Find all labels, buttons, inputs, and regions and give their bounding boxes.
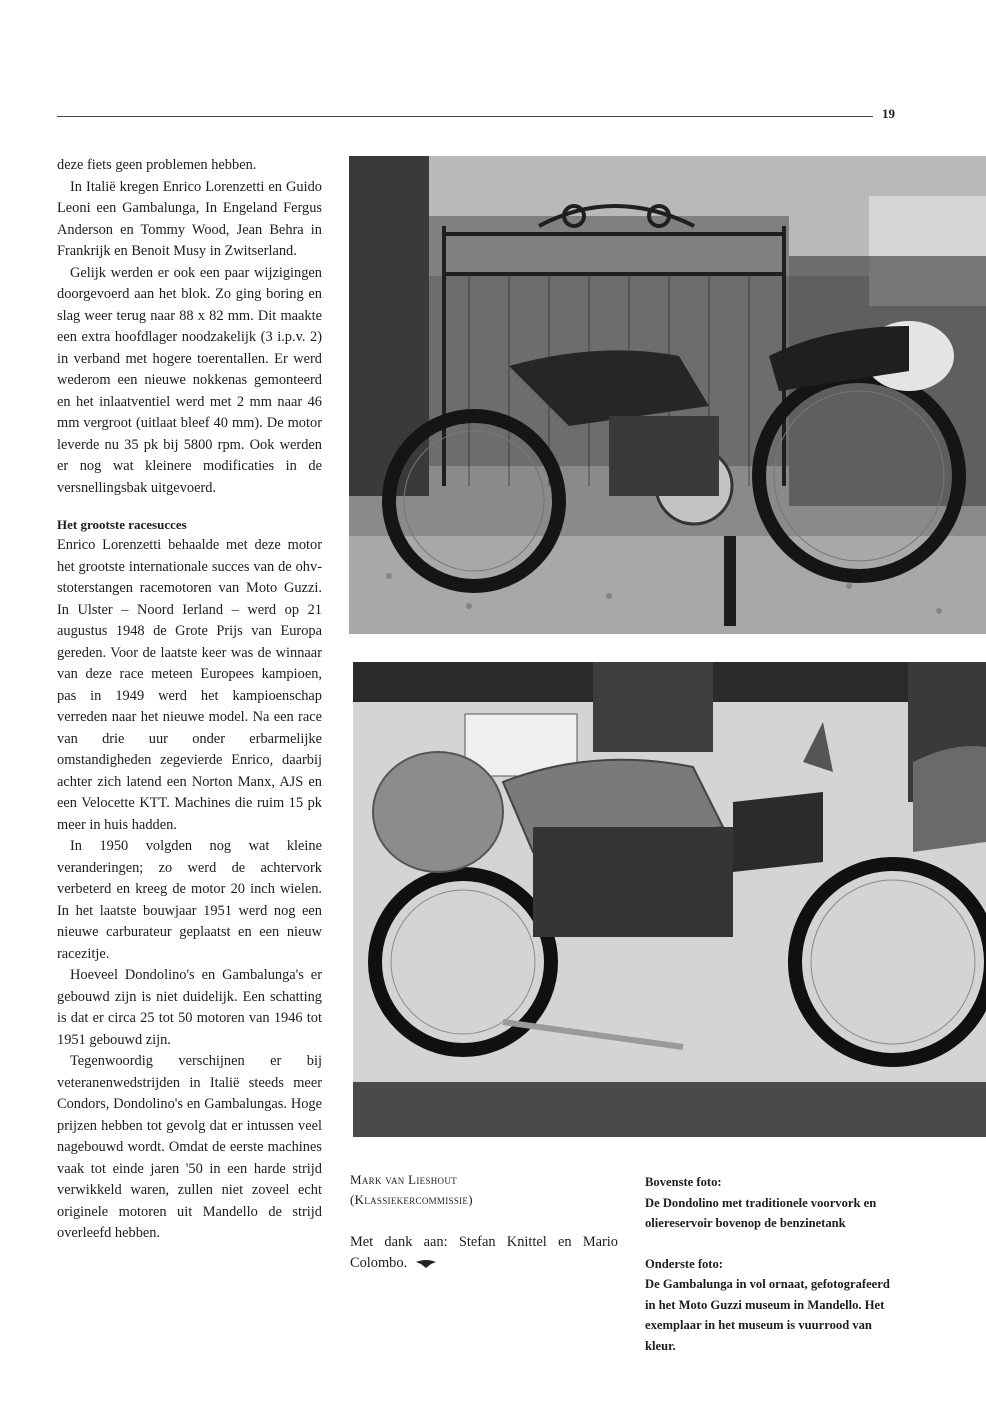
- caption-spacer: [645, 1234, 900, 1254]
- photo-gambalunga-image: [353, 662, 986, 1137]
- paragraph: Gelijk werden er ook een paar wijzigingen doorgevoerd aan het blok. Zo ging boring en slag weer terug naar 88 x 82 mm. Dit maakte een extra hoofdlager noodzakelijk (3 i.p.v. 2) in verband met hogere toerentallen. Er werd wederom een nieuwe nokkenas gemonteerd en het inlaatventiel werd met 2 mm naar 46 mm vergroot (uitlaat bleef 40 mm). De motor leverde nu 35 pk bij 5800 rpm. Ook werden er nog wat kleinere modificaties in de versnellingsbak uitgevoerd.: [57, 264, 322, 496]
- acknowledgement-text: Met dank aan: Stefan Knittel en Mario Colombo.: [350, 1234, 618, 1271]
- paragraph: Hoeveel Dondolino's en Gambalunga's er gebouwd zijn is niet duidelijk. Een schatting is dat er circa 25 tot 50 motoren van 1946 tot 1951 gebouwd zijn.: [57, 967, 322, 1048]
- paragraph: Tegenwoordig verschijnen er bij veteranenwedstrijden in Italië steeds meer Condors, Dondolino's en Gambalungas. Hoge prijzen hebben tot gevolg dat er intussen veel nagebouwd wordt. Omdat de eerste machines vaak tot einde jaren '50 in een harde strijd verwikkeld waren, zullen niet zoveel echt originele motoren uit Mandello de strijd overleefd hebben.: [57, 1053, 322, 1241]
- section-heading: Het grootste racesucces: [57, 517, 187, 532]
- acknowledgement: [350, 1232, 618, 1274]
- paragraph: Enrico Lorenzetti behaalde met deze motor het grootste internationale succes van de ohv-stoterstangen racemotoren van Moto Guzzi. In Ulster – Noord Ierland – werd op 21 augustus 1948 de Grote Prijs van Europa gereden. Voor de laatste keer was de winnaar van deze race meteen Europees kampioen, pas in 1949 werd het kampioenschap verreden naar het nieuwe model. Na een race van drie uur onder erbarmelijke omstandigheden zegevierde Enrico, daarbij achter zich latend een Norton Manx, AJS en een Velocette KTT. Machines die ruim 15 pk meer in huis hadden.: [57, 537, 322, 833]
- photo-captions: [645, 1172, 900, 1356]
- photo-gambalunga: [353, 662, 986, 1137]
- author-organisation: (Klassiekercommissie): [350, 1192, 473, 1207]
- caption-top-title: Bovenste foto:: [645, 1175, 722, 1189]
- page-number: 19: [882, 106, 895, 121]
- photo-dondolino: [349, 156, 986, 634]
- caption-top-text: De Dondolino met traditionele voorvork en oliereservoir bovenop de benzinetank: [645, 1195, 877, 1230]
- author-credit: [350, 1170, 620, 1210]
- header-rule: [57, 116, 873, 117]
- moto-guzzi-eagle-icon: [415, 1259, 437, 1269]
- author-name: Mark van Lieshout: [350, 1172, 457, 1187]
- paragraph: In 1950 volgden nog wat kleine veranderingen; zo werd de achtervork verbeterd en kreeg de motor 20 inch wielen. In het laatste bouwjaar 1951 werd nog een nieuwe carburateur geplaatst en een nieuw racezitje.: [57, 838, 322, 962]
- photo-dondolino-image: [349, 156, 986, 634]
- caption-bottom-text: De Gambalunga in vol ornaat, gefotografeerd in het Moto Guzzi museum in Mandello. Het exemplaar in het museum is vuurrood van kleur.: [645, 1277, 890, 1353]
- paragraph: deze fiets geen problemen hebben.: [57, 157, 257, 173]
- paragraph: In Italië kregen Enrico Lorenzetti en Guido Leoni een Gambalunga, In Engeland Fergus Anderson en Tommy Wood, Jean Behra in Frankrijk en Benoit Musy in Zwitserland.: [57, 178, 322, 259]
- left-column: [57, 155, 322, 1245]
- caption-bottom-title: Onderste foto:: [645, 1256, 723, 1271]
